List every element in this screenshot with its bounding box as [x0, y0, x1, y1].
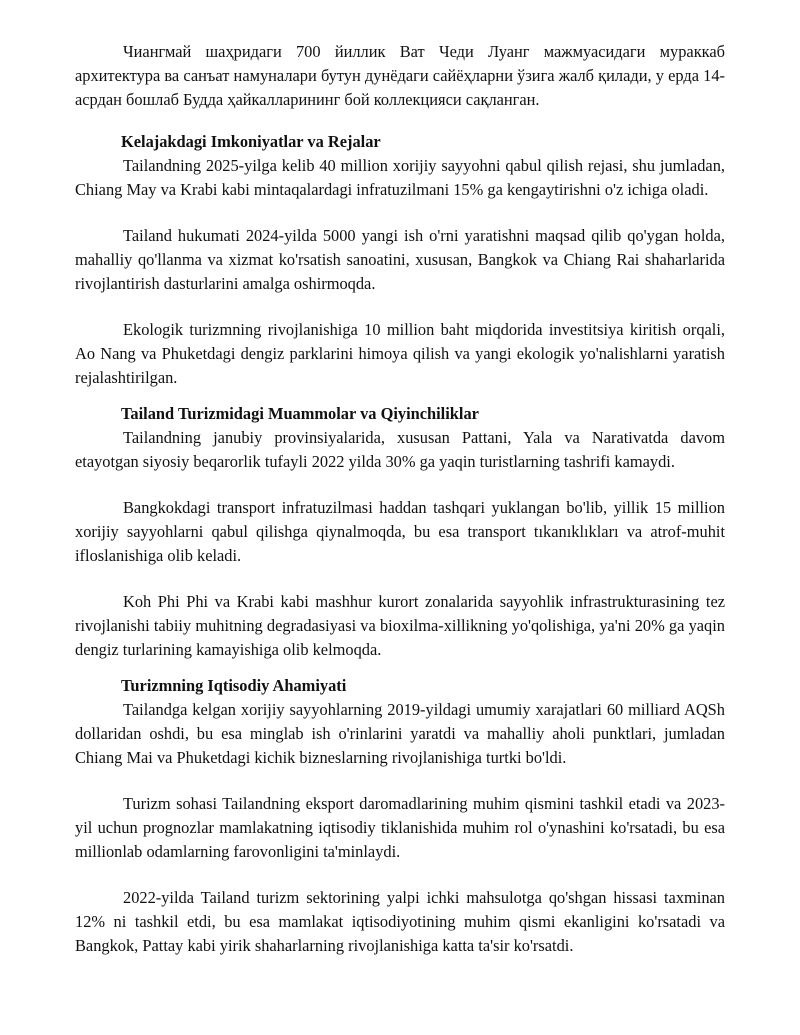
- paragraph: Tailand hukumati 2024-yilda 5000 yangi ish o'rni yaratishni maqsad qilib qo'ygan holda, mahalliy qo'llanma va xizmat ko'rsatish sanoatini, xususan, Bangkok va Chiang Rai shaharlarida rivojlantirish dasturlarini amalga oshirmoqda.: [75, 226, 725, 293]
- section-heading-future-plans: Kelajakdagi Imkoniyatlar va Rejalar: [121, 132, 381, 151]
- paragraph: Ekologik turizmning rivojlanishiga 10 million baht miqdorida investitsiya kiritish orqali, Ao Nang va Phuketdagi dengiz parklarini himoya qilish va yangi ekologik yo'nalishlarni yaratish rejalashtirilgan.: [75, 320, 725, 387]
- document-page: [75, 40, 725, 958]
- paragraph: Koh Phi Phi va Krabi kabi mashhur kurort zonalarida sayyohlik infrastrukturasining tez rivojlanishi tabiiy muhitning degradasiyasi va bioxilma-xillikning yo'qolishiga, ya'ni 20% ga yaqin dengiz turlarining kamayishiga olib kelmoqda.: [75, 592, 725, 659]
- paragraph: Turizm sohasi Tailandning eksport daromadlarining muhim qismini tashkil etadi va 2023-yil uchun prognozlar mamlakatning iqtisodiy tiklanishida muhim rol o'ynashini ko'rsatadi, bu esa millionlab odamlarning farovonligini ta'minlaydi.: [75, 794, 725, 861]
- intro-paragraph: Чиангмай шаҳридаги 700 йиллик Ват Чеди Луанг мажмуасидаги мураккаб архитектура ва санъат намуналари бутун дунёдаги сайёҳларни ўзига жалб қилади, у ерда 14-асрдан бошлаб Будда ҳайкалларининг бой коллекцияси сақланган.: [75, 42, 725, 109]
- paragraph: Bangkokdagi transport infratuzilmasi haddan tashqari yuklangan bo'lib, yillik 15 million xorijiy sayyohlarni qabul qilishga qiynalmoqda, bu esa transport tıkanıklıkları va atrof-muhit ifloslanishiga olib keladi.: [75, 498, 725, 565]
- paragraph: Tailandning 2025-yilga kelib 40 million xorijiy sayyohni qabul qilish rejasi, shu jumladan, Chiang May va Krabi kabi mintaqalardagi infratuzilmani 15% ga kengaytirishni o'z ichiga oladi.: [75, 156, 725, 199]
- section-heading-problems: Tailand Turizmidagi Muammolar va Qiyinchiliklar: [121, 404, 479, 423]
- paragraph: 2022-yilda Tailand turizm sektorining yalpi ichki mahsulotga qo'shgan hissasi taxminan 12% ni tashkil etdi, bu esa mamlakat iqtisodiyotining muhim qismi ekanligini ko'rsatadi va Bangkok, Pattay kabi yirik shaharlarning rivojlanishiga katta ta'sir ko'rsatdi.: [75, 888, 725, 955]
- paragraph: Tailandga kelgan xorijiy sayyohlarning 2019-yildagi umumiy xarajatlari 60 milliard AQSh dollaridan oshdi, bu esa minglab ish o'rinlarini yaratdi va mahalliy aholi punktlari, jumladan Chiang Mai va Phuketdagi kichik bizneslarning rivojlanishiga turtki bo'ldi.: [75, 700, 725, 767]
- paragraph: Tailandning janubiy provinsiyalarida, xususan Pattani, Yala va Narativatda davom etayotgan siyosiy beqarorlik tufayli 2022 yilda 30% ga yaqin turistlarning tashrifi kamaydi.: [75, 428, 725, 471]
- section-heading-economic-importance: Turizmning Iqtisodiy Ahamiyati: [121, 676, 347, 695]
